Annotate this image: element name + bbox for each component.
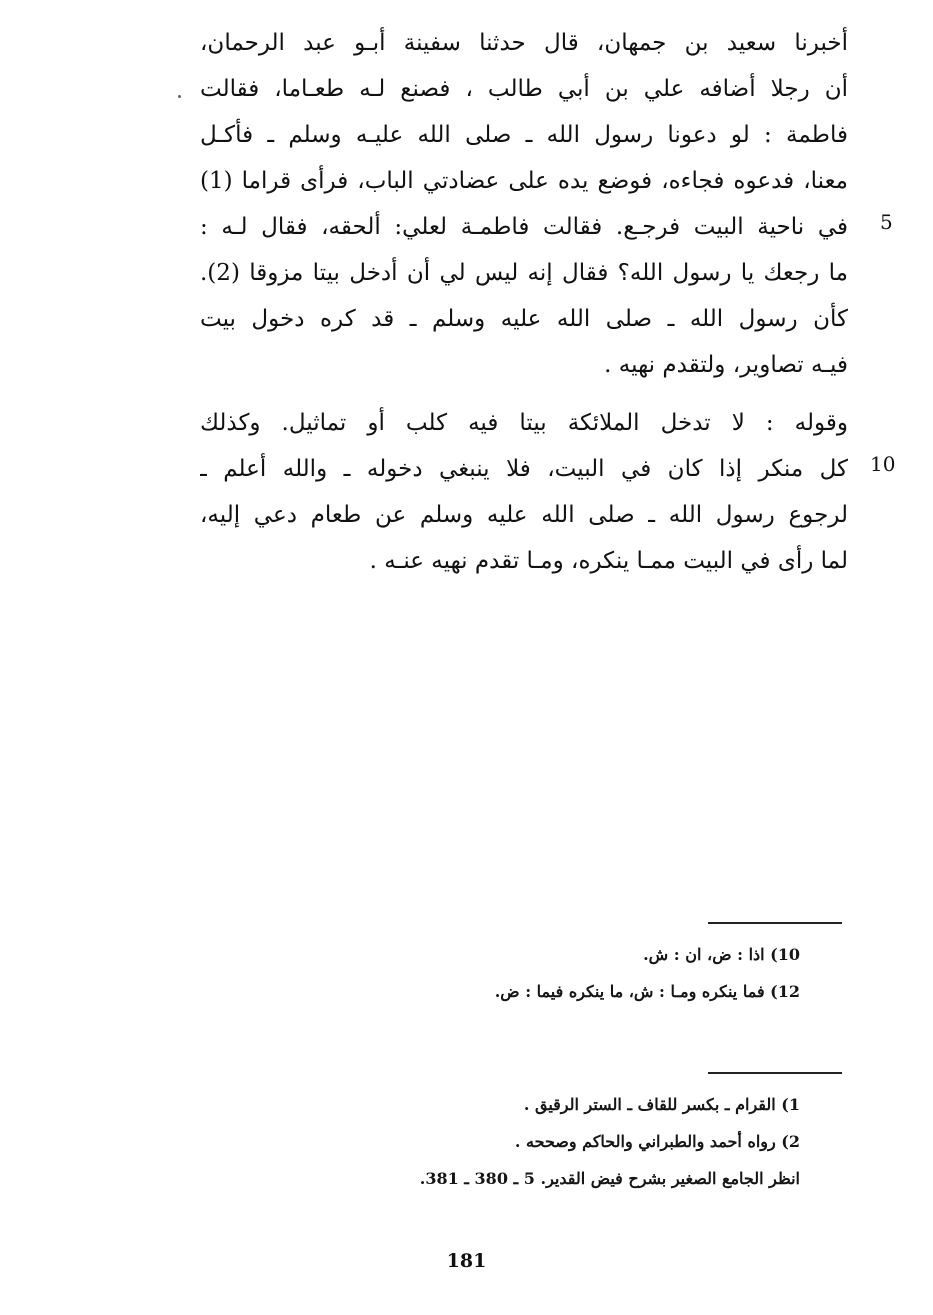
text-line: وقوله : لا تدخل الملائكة بيتا فيه كلب أو تماثيل. وكذلك <box>200 410 848 436</box>
footnote: 2) رواه أحمد والطبراني والحاكم وصححه . <box>514 1132 800 1151</box>
variant-note: 12) فما ينكره ومـا : ش، ما ينكره فيما : ض. <box>494 982 800 1001</box>
text-line: معنا، فدعوه فجاءه، فوضع يده على عضادتي الباب، فرأى قراما (1) <box>200 168 848 194</box>
text-line: كل منكر إذا كان في البيت، فلا ينبغي دخوله ـ والله أعلم ـ <box>200 456 848 482</box>
variant-notes-separator <box>708 922 842 924</box>
page-number: 181 <box>446 1250 487 1272</box>
footnote: 1) القرام ـ بكسر للقاف ـ الستر الرقيق . <box>523 1095 800 1114</box>
footnote: انظر الجامع الصغير بشرح فيض القدير. 5 ـ 380 ـ 381. <box>419 1169 800 1188</box>
text-line: أخبرنا سعيد بن جمهان، قال حدثنا سفينة أبـو عبد الرحمان، <box>200 30 848 56</box>
text-line: أن رجلا أضافه علي بن أبي طالب ، فصنع لـه طعـاما، فقالت <box>200 76 848 102</box>
text-line: فيـه تصاوير، ولتقدم نهيه . <box>604 352 848 378</box>
footnotes <box>300 1086 800 1197</box>
variant-note: 10) اذا : ض، ان : ش. <box>643 945 800 964</box>
main-text-block <box>200 20 848 584</box>
text-line: لرجوع رسول الله ـ صلى الله عليه وسلم عن طعام دعي إليه، <box>200 502 848 528</box>
line-number-5: 5 <box>880 210 893 234</box>
line-number-10: 10 <box>870 452 896 476</box>
text-line: في ناحية البيت فرجـع. فقالت فاطمـة لعلي: ألحقه، فقال لـه : <box>200 214 848 240</box>
text-line: فاطمة : لو دعونا رسول الله ـ صلى الله عليـه وسلم ـ فأكـل <box>200 122 848 148</box>
text-line: لما رأى في البيت ممـا ينكره، ومـا تقدم نهيه عنـه . <box>369 548 848 574</box>
text-line: كأن رسول الله ـ صلى الله عليه وسلم ـ قد كره دخول بيت <box>200 306 848 332</box>
variant-notes <box>300 936 800 1010</box>
paragraph-gap <box>200 388 848 400</box>
footnotes-separator <box>708 1072 842 1074</box>
text-line: ما رجعك يا رسول الله؟ فقال إنه ليس لي أن أدخل بيتا مزوقا (2). <box>200 260 848 286</box>
scan-speck <box>178 95 181 98</box>
